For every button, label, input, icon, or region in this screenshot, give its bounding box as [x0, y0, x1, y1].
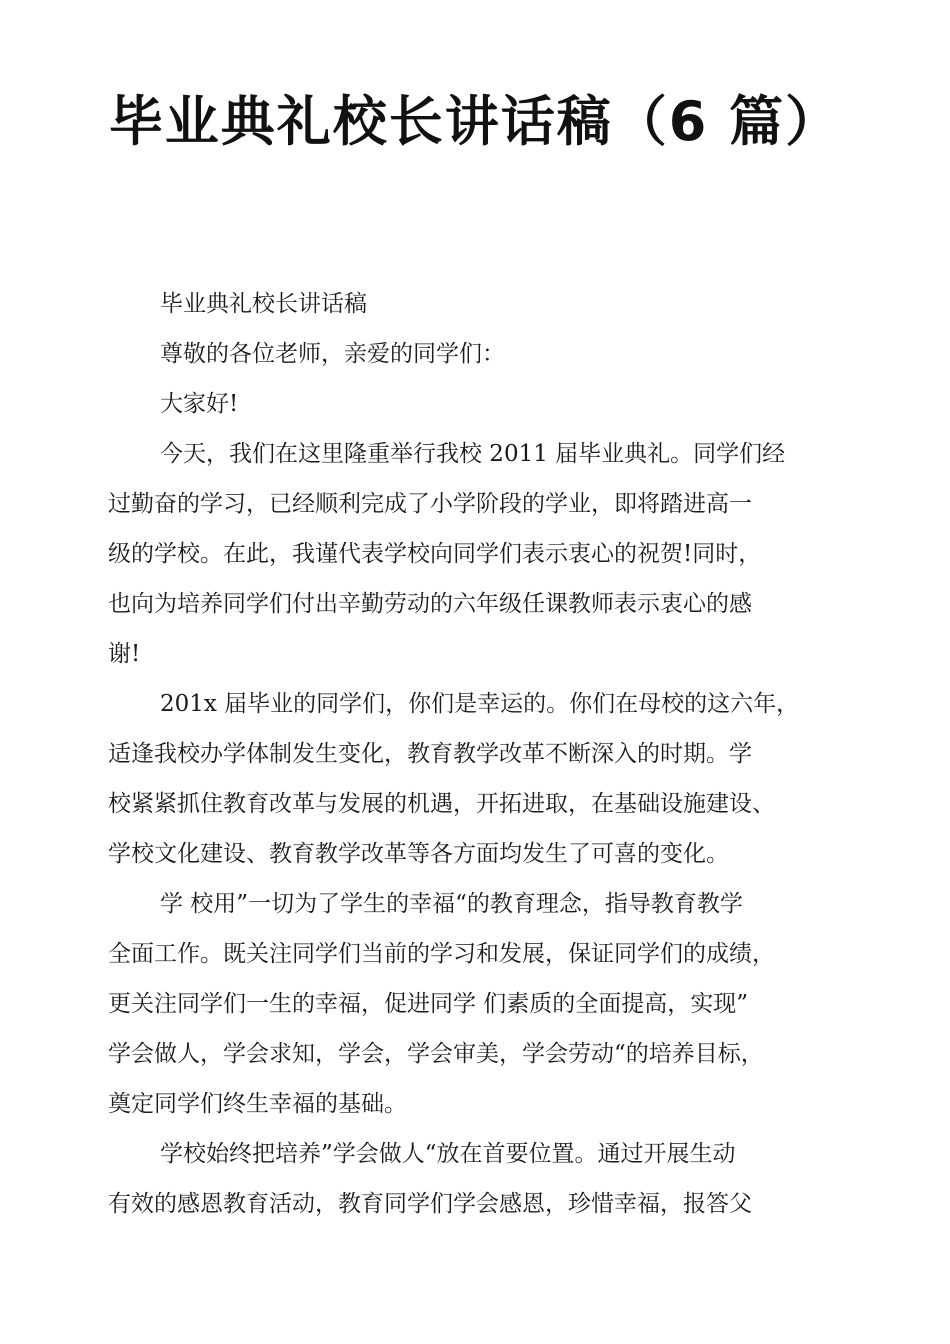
paragraph-line: 过勤奋的学习，已经顺利完成了小学阶段的学业，即将踏进高一	[108, 491, 752, 517]
paragraph-line: 201x 届毕业的同学们，你们是幸运的。你们在母校的这六年，	[160, 691, 800, 717]
paragraph-line-subtitle: 毕业典礼校长讲话稿	[160, 291, 367, 317]
paragraph-line: 级的学校。在此，我谨代表学校向同学们表示衷心的祝贺!同时，	[108, 541, 762, 567]
paragraph-line: 也向为培养同学们付出辛勤劳动的六年级任课教师表示衷心的感	[108, 591, 752, 617]
paragraph-line: 全面工作。既关注同学们当前的学习和发展，保证同学们的成绩，	[108, 941, 775, 967]
paragraph-line: 适逢我校办学体制发生变化，教育教学改革不断深入的时期。学	[108, 741, 752, 767]
paragraph-line: 学会做人，学会求知，学会，学会审美，学会劳动“的培养目标，	[108, 1041, 764, 1067]
paragraph-line: 更关注同学们一生的幸福，促进同学 们素质的全面提高，实现”	[108, 991, 749, 1017]
paragraph-line: 学 校用”一切为了学生的幸福“的教育理念，指导教育教学	[160, 891, 743, 917]
paragraph-line: 今天，我们在这里隆重举行我校 2011 届毕业典礼。同学们经	[160, 441, 786, 467]
paragraph-line-salutation: 尊敬的各位老师，亲爱的同学们：	[160, 341, 505, 367]
paragraph-line: 学校始终把培养”学会做人“放在首要位置。通过开展生动	[160, 1141, 736, 1167]
document-title: 毕业典礼校长讲话稿（6 篇）	[108, 90, 842, 153]
paragraph-line: 谢!	[108, 641, 141, 667]
paragraph-line: 有效的感恩教育活动，教育同学们学会感恩，珍惜幸福，报答父	[108, 1191, 752, 1217]
paragraph-line-greeting: 大家好!	[160, 391, 239, 417]
paragraph-line: 校紧紧抓住教育改革与发展的机遇，开拓进取，在基础设施建设、	[108, 791, 775, 817]
paragraph-line: 学校文化建设、教育教学改革等各方面均发生了可喜的变化。	[108, 841, 729, 867]
paragraph-line: 奠定同学们终生幸福的基础。	[108, 1091, 407, 1117]
